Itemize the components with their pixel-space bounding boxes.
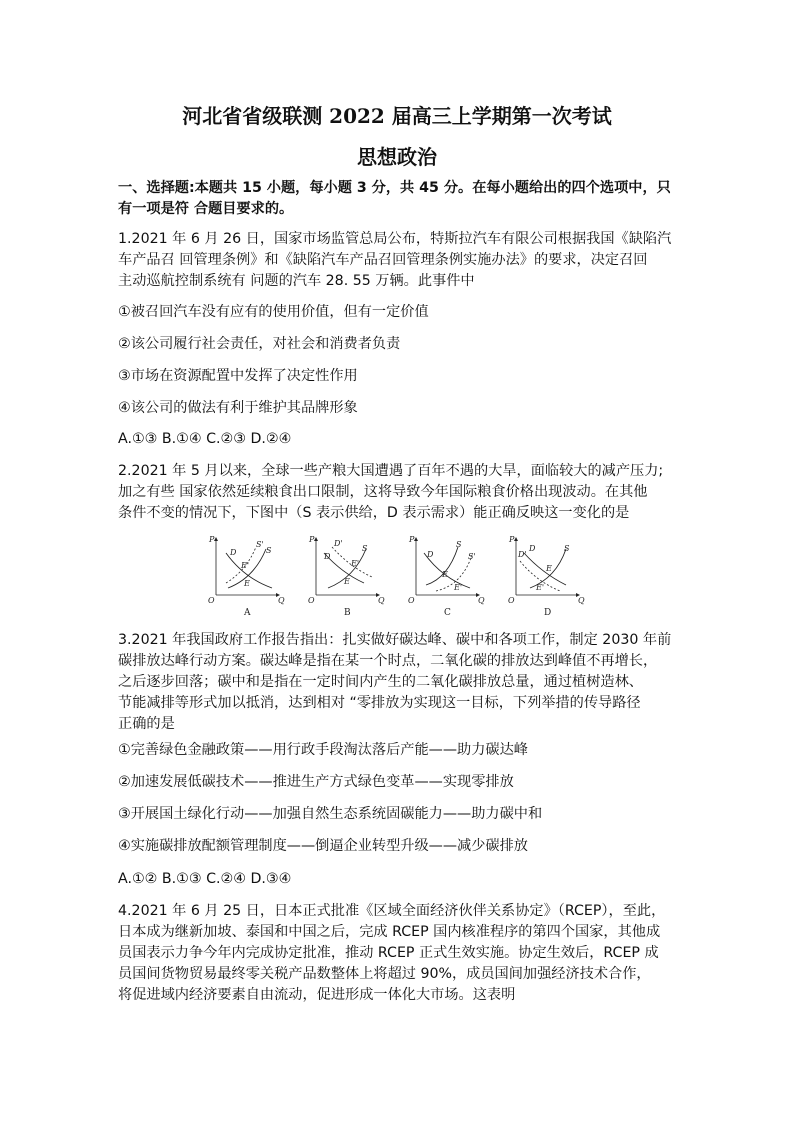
origin-label: O <box>408 596 415 605</box>
label-e: E <box>344 577 350 586</box>
q1-option-1: ①被召回汽车没有应有的使用价值，但有一定价值 <box>118 304 429 320</box>
graph-c <box>408 535 485 618</box>
q3-stem-line3: 之后逐步回落；碳中和是指在一定时间内产生的二氧化碳排放总量，通过植树造林、 <box>118 674 643 690</box>
label-e-prime: E' <box>351 559 360 568</box>
origin-label: O <box>208 596 215 605</box>
q3-option-2: ②加速发展低碳技术——推进生产方式绿色变革——实现零排放 <box>118 774 514 790</box>
graph-d <box>508 535 585 618</box>
section-heading-line2: 有一项是符 合题目要求的。 <box>118 201 294 217</box>
axis-label-q: Q <box>378 596 385 605</box>
graph-b <box>308 535 385 618</box>
q2-stem-line3: 条件不变的情况下，下图中（S 表示供给，D 表示需求）能正确反映这一变化的是 <box>118 505 630 521</box>
axis-label-q: Q <box>478 596 485 605</box>
label-d: D <box>230 548 237 557</box>
axis-label-p: P <box>409 535 415 544</box>
q3-stem-line5: 正确的是 <box>118 716 175 732</box>
q3-option-1: ①完善绿色金融政策——用行政手段淘汰落后产能——助力碳达峰 <box>118 742 528 758</box>
label-e: E <box>546 564 552 573</box>
label-s: S <box>362 544 368 553</box>
q4-stem-line4: 员国间货物贸易最终零关税产品数整体上将超过 90%，成员国间加强经济技术合作， <box>118 966 651 982</box>
supply-demand-graphs-svg <box>204 533 604 623</box>
label-d: D <box>529 544 536 553</box>
q1-stem-line3: 主动巡航控制系统有 问题的汽车 28. 55 万辆。此事件中 <box>118 273 475 289</box>
q3-stem-line2: 碳排放达峰行动方案。碳达峰是指在某一个时点，二氧化碳的排放达到峰值不再增长， <box>118 653 658 669</box>
label-s-prime: S' <box>256 540 264 549</box>
q2-stem-line1: 2.2021 年 5 月以来，全球一些产粮大国遭遇了百年不遇的大旱，面临较大的减产压力; <box>118 463 664 479</box>
label-s: S <box>266 546 272 555</box>
axis-label-q: Q <box>578 596 585 605</box>
subject-title: 思想政治 <box>357 145 437 169</box>
axis-label-p: P <box>309 535 315 544</box>
label-s-prime: S' <box>468 552 476 561</box>
axis-label-p: P <box>209 535 215 544</box>
label-e: E <box>442 570 448 579</box>
q3-answer-choices: A.①② B.①③ C.②④ D.③④ <box>118 871 292 887</box>
label-s: S <box>564 544 570 553</box>
label-e-prime: E' <box>241 561 250 570</box>
q2-stem-line2: 加之有些 国家依然延续粮食出口限制，这将导致今年国际粮食价格出现波动。在其他 <box>118 484 648 500</box>
label-d: D <box>427 550 434 559</box>
exam-title: 河北省省级联测 2022 届高三上学期第一次考试 <box>182 104 612 128</box>
label-e-prime: E' <box>536 583 545 592</box>
q4-stem-line2: 日本成为继新加坡、泰国和中国之后，完成 RCEP 国内核准程序的第四个国家，其他成 <box>118 924 661 940</box>
q1-stem-line1: 1.2021 年 6 月 26 日，国家市场监管总局公布，特斯拉汽车有限公司根据我国《缺陷汽 <box>118 231 672 247</box>
axis-label-p: P <box>509 535 515 544</box>
origin-label: O <box>508 596 515 605</box>
label-s: S <box>456 540 462 549</box>
label-e: E <box>244 579 250 588</box>
axis-label-q: Q <box>278 596 285 605</box>
q3-stem-line4: 节能减排等形式加以抵消，达到相对 “零排放为实现这一目标，下列举措的传导路径 <box>118 695 641 711</box>
graph-caption-b: B <box>344 608 351 618</box>
q3-stem-line1: 3.2021 年我国政府工作报告指出：扎实做好碳达峰、碳中和各项工作，制定 2030 年前 <box>118 632 672 648</box>
q4-stem-line5: 将促进域内经济要素自由流动，促进形成一体化大市场。这表明 <box>118 987 516 1003</box>
origin-label: O <box>308 596 315 605</box>
supply-demand-graphs <box>204 533 604 623</box>
graph-caption-a: A <box>244 608 251 618</box>
label-e-prime: E' <box>454 583 463 592</box>
q1-answer-choices: A.①③ B.①④ C.②③ D.②④ <box>118 431 292 447</box>
label-d-prime: D' <box>334 539 343 548</box>
q1-stem-line2: 车产品召 回管理条例》和《缺陷汽车产品召回管理条例实施办法》的要求，决定召回 <box>118 252 648 268</box>
q1-option-4: ④该公司的做法有利于维护其品牌形象 <box>118 400 358 416</box>
section-heading-line1: 一、选择题:本题共 15 小题，每小题 3 分，共 45 分。在每小题给出的四个选项中，只 <box>118 180 671 196</box>
q4-stem-line1: 4.2021 年 6 月 25 日，日本正式批准《区域全面经济伙伴关系协定》（RCEP），至此， <box>118 903 666 919</box>
label-d-prime: D' <box>518 550 527 559</box>
graph-caption-c: C <box>444 608 451 618</box>
q1-option-2: ②该公司履行社会责任，对社会和消费者负责 <box>118 336 401 352</box>
label-d: D <box>324 552 331 561</box>
graph-caption-d: D <box>544 608 552 618</box>
q4-stem-line3: 员国表示力争今年内完成协定批准，推动 RCEP 正式生效实施。协定生效后，RCEP 成 <box>118 945 659 961</box>
q3-option-3: ③开展国土绿化行动——加强自然生态系统固碳能力——助力碳中和 <box>118 806 543 822</box>
graph-a <box>208 535 285 618</box>
q1-option-3: ③市场在资源配置中发挥了决定性作用 <box>118 368 358 384</box>
q3-option-4: ④实施碳排放配额管理制度——倒逼企业转型升级——减少碳排放 <box>118 838 528 854</box>
